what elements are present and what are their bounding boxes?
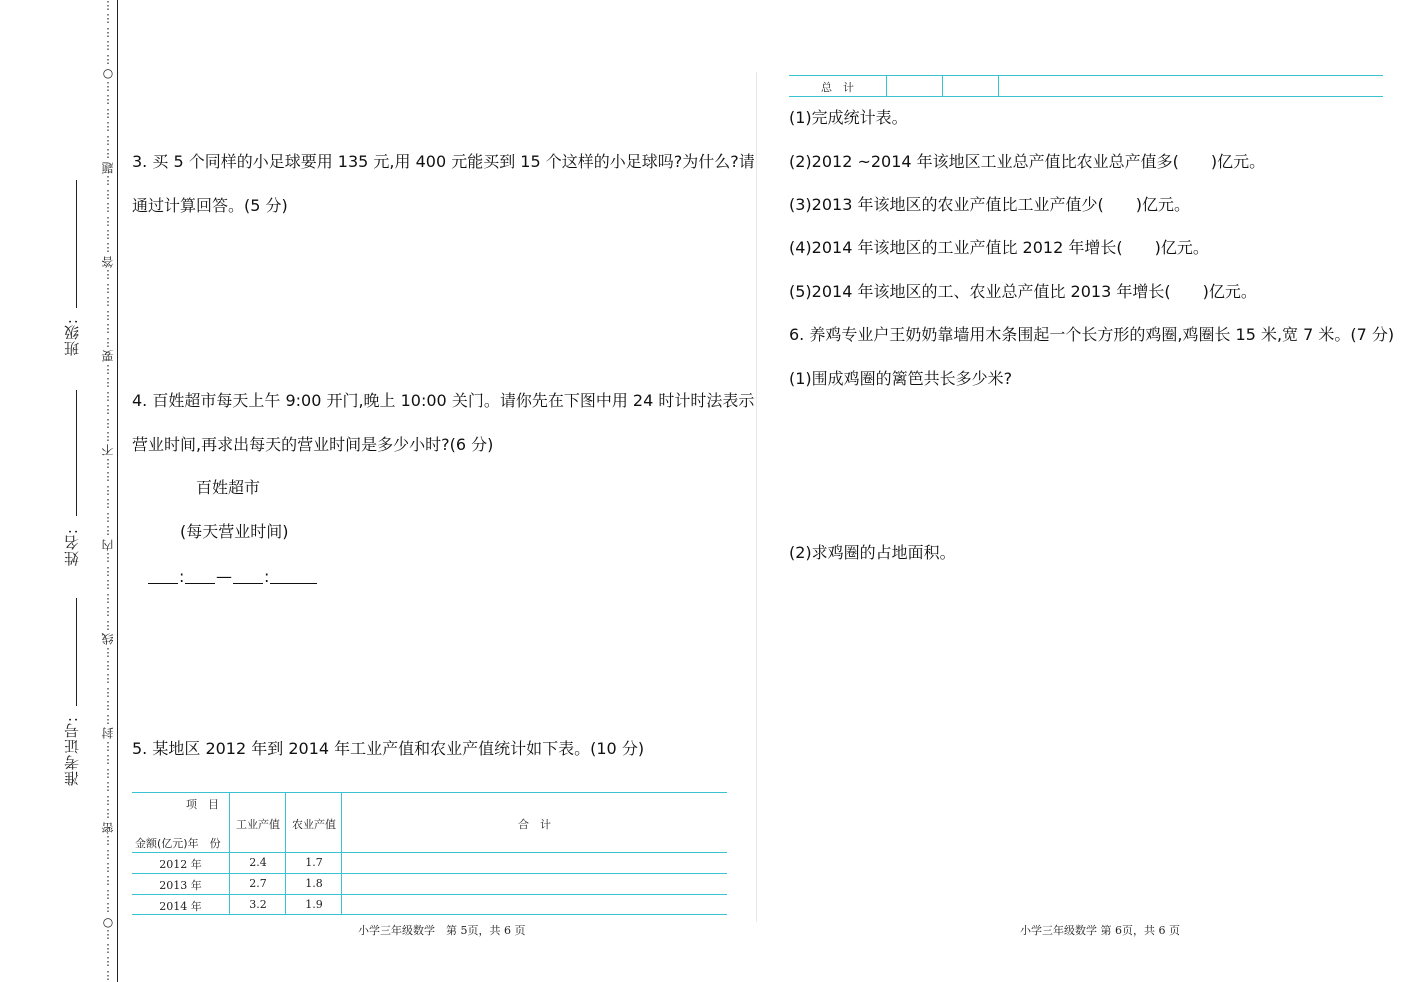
seal-char-nei: 内: [101, 538, 115, 551]
seal-char-mi: 密: [101, 821, 115, 834]
open-minute-blank[interactable]: [185, 583, 215, 584]
binding-line: [117, 0, 118, 982]
close-hour-blank[interactable]: [233, 583, 263, 584]
table-cell-industry: 3.2: [249, 898, 267, 911]
q5-text: 5. 某地区 2012 年到 2014 年工业产值和农业产值统计如下表。(10 分): [132, 739, 645, 758]
q3-text-line2: 通过计算回答。(5 分): [132, 196, 288, 215]
table-row-year: 2012 年: [159, 858, 202, 871]
seal-circle-top: ○: [102, 66, 114, 81]
page-divider: [756, 72, 757, 922]
class-label: 班级:: [63, 318, 81, 357]
seal-circle-bottom: ○: [102, 914, 114, 929]
time-colon-2: :: [264, 567, 270, 586]
q6-part1: (1)围成鸡圈的篱笆共长多少米?: [789, 369, 1013, 388]
name-label: 姓名:: [63, 528, 81, 567]
table-diag-header-year: 金额(亿元)年 份: [135, 837, 221, 850]
table-cell-industry: 2.7: [249, 877, 267, 890]
seal-char-yao: 要: [101, 350, 115, 363]
table-header-industry: 工业产值: [236, 818, 280, 831]
seal-char-da: 答: [101, 255, 115, 268]
open-hour-blank[interactable]: [148, 583, 178, 584]
seal-line-column: ⋮ ⋮ ⋮ ⋮ ⋮ ○ ⋮ ⋮ ⋮ ⋮ ⋮ ⋮ 题 ⋮ ⋮ ⋮ ⋮ ⋮ ⋮ 答 ⋮ ⋮ ⋮ ⋮ ⋮ ⋮ 要 ⋮ ⋮ ⋮ ⋮ ⋮ ⋮ 不 ⋮ ⋮ ⋮ ⋮ ⋮ ⋮ 内 ⋮ ⋮ ⋮ ⋮ ⋮ ⋮ 线 ⋮ ⋮ ⋮ ⋮ ⋮ ⋮ 封 ⋮ ⋮ ⋮ ⋮ ⋮ ⋮ 密 ⋮ ⋮ ⋮ ⋮ ⋮ ⋮ ○ ⋮ ⋮ ⋮ ⋮: [101, 0, 115, 982]
seal-char-bu: 不: [101, 444, 115, 457]
table-total-label: 总 计: [821, 81, 854, 94]
right-page-footer: 小学三年级数学 第 6页，共 6 页: [1020, 924, 1180, 937]
table-row-year: 2014 年: [159, 900, 202, 913]
seal-char-ti: 题: [101, 161, 115, 174]
q6-text: 6. 养鸡专业户王奶奶靠墙用木条围起一个长方形的鸡圈,鸡圈长 15 米,宽 7 米。(7 分): [789, 325, 1395, 344]
exam-id-blank-line: [76, 598, 77, 706]
q4-text-line1: 4. 百姓超市每天上午 9:00 开门,晚上 10:00 关门。请你先在下图中用 24 时计时法表示: [132, 391, 755, 410]
time-colon-1: :: [179, 567, 185, 586]
close-minute-blank[interactable]: [270, 583, 317, 584]
table-cell-agri: 1.9: [305, 898, 323, 911]
seal-char-feng: 封: [101, 727, 115, 740]
table-cell-agri: 1.8: [305, 877, 323, 890]
store-sign-title: 百姓超市: [196, 478, 261, 497]
exam-id-label: 准考证号:: [63, 716, 81, 787]
q5-part1: (1)完成统计表。: [789, 108, 908, 127]
table-cell-agri: 1.7: [305, 856, 323, 869]
name-blank-line: [76, 390, 77, 516]
table-header-total: 合 计: [518, 818, 551, 831]
q5-part5: (5)2014 年该地区的工、农业总产值比 2013 年增长( )亿元。: [789, 282, 1257, 301]
q4-text-line2: 营业时间,再求出每天的营业时间是多少小时?(6 分): [132, 435, 494, 454]
q5-part4: (4)2014 年该地区的工业产值比 2012 年增长( )亿元。: [789, 238, 1209, 257]
table-header-agri: 农业产值: [292, 818, 336, 831]
store-sign-subtitle: (每天营业时间): [180, 522, 289, 541]
time-dash: —: [216, 567, 232, 586]
q6-part2: (2)求鸡圈的占地面积。: [789, 543, 956, 562]
table-diag-header-item: 项 目: [186, 798, 219, 811]
class-blank-line: [76, 180, 77, 308]
left-page-footer: 小学三年级数学 第 5页，共 6 页: [358, 924, 526, 937]
table-cell-industry: 2.4: [249, 856, 267, 869]
q5-part2: (2)2012 ~2014 年该地区工业总产值比农业总产值多( )亿元。: [789, 152, 1266, 171]
q3-text-line1: 3. 买 5 个同样的小足球要用 135 元,用 400 元能买到 15 个这样的小足球吗?为什么?请: [132, 152, 755, 171]
q5-part3: (3)2013 年该地区的农业产值比工业产值少( )亿元。: [789, 195, 1190, 214]
table-row-year: 2013 年: [159, 879, 202, 892]
seal-char-xian: 线: [101, 633, 115, 646]
